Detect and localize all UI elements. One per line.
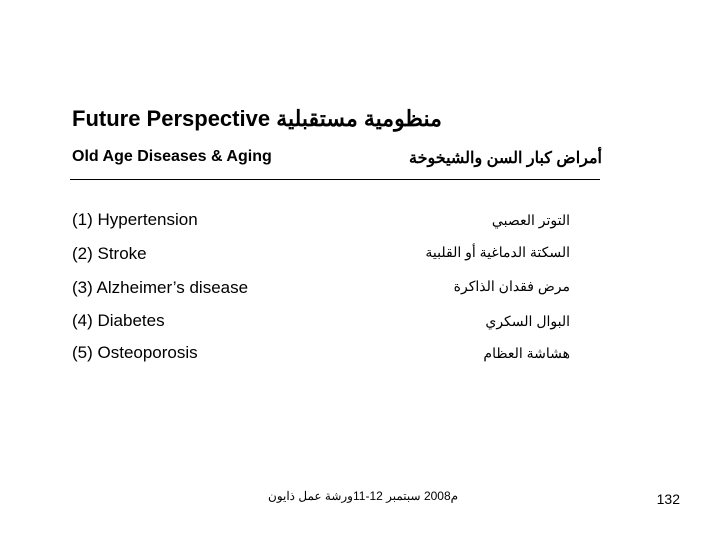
list-item-ar: التوتر العصبي (491, 212, 570, 228)
slide-title (72, 106, 442, 132)
list-item-en: (3) Alzheimer’s disease (72, 278, 249, 297)
list-item-ar: السكتة الدماغية أو القلبية (425, 244, 570, 260)
footer-text: م2008 سبتمبر 12-11ورشة عمل ذايون (268, 489, 459, 503)
list-item-en: (2) Stroke (72, 244, 147, 263)
page-number: 132 (656, 491, 680, 507)
slide-title-ar: منظومية مستقبلية (276, 106, 442, 131)
list-item-en: (4) Diabetes (72, 311, 165, 330)
subtitle-ar: أمراض كبار السن والشيخوخة (409, 150, 602, 167)
subtitle-en: Old Age Diseases & Aging (72, 148, 272, 165)
slide-title-en: Future Perspective (72, 106, 271, 131)
divider-line (70, 179, 600, 180)
list-item-en: (5) Osteoporosis (72, 343, 198, 362)
list-item-ar: البوال السكري (485, 313, 570, 329)
list-item-en: (1) Hypertension (72, 210, 198, 229)
list-item-ar: مرض فقدان الذاكرة (453, 278, 570, 294)
list-item-ar: هشاشة العظام (483, 345, 570, 361)
